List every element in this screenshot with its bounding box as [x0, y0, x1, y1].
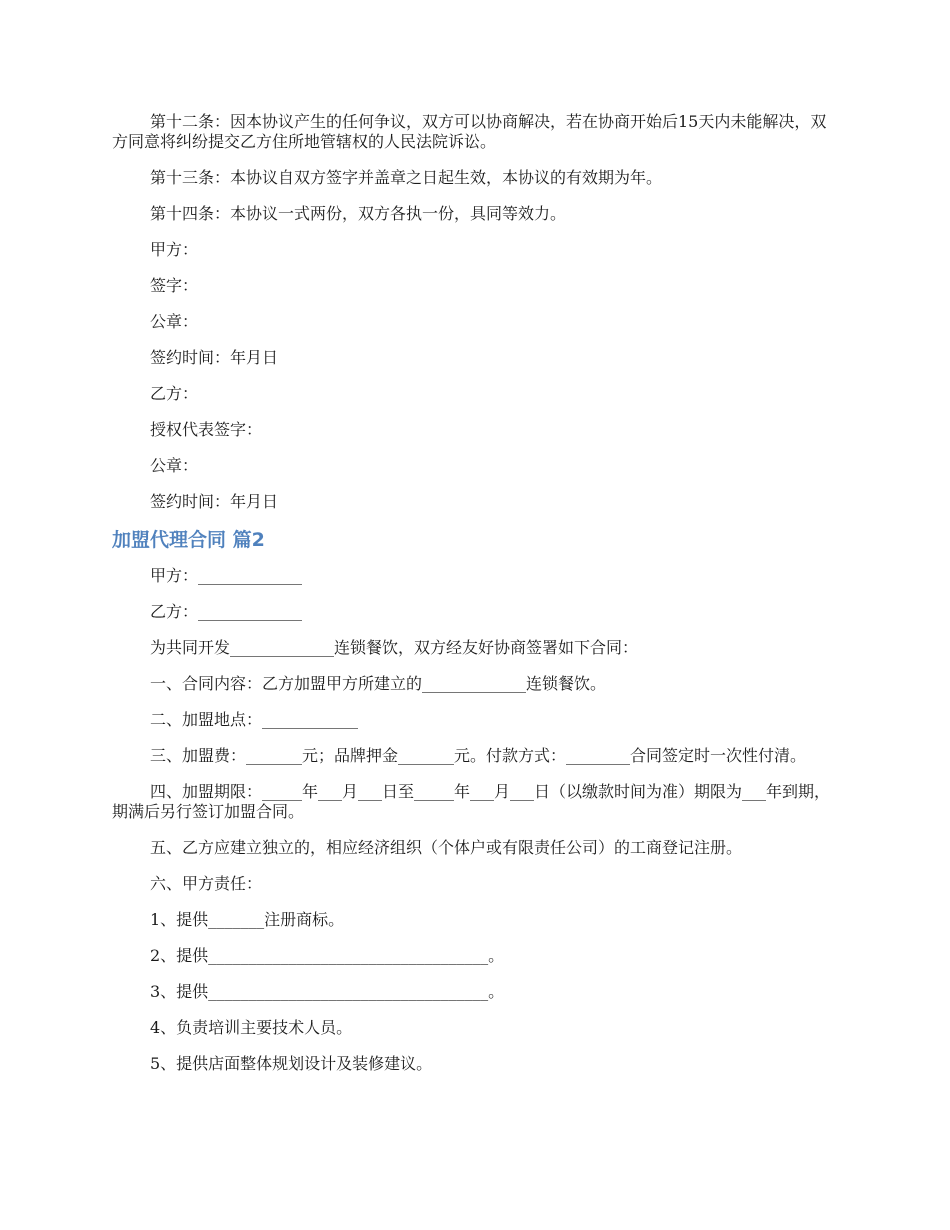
clause-12: 第十二条：因本协议产生的任何争议，双方可以协商解决，若在协商开始后15天内未能解决，双方同意将纠纷提交乙方住所地管辖权的人民法院诉讼。	[112, 112, 827, 151]
business-registration: 五、乙方应建立独立的，相应经济组织（个体户或有限责任公司）的工商登记注册。	[150, 838, 743, 857]
authorized-signature-label: 授权代表签字：	[150, 420, 263, 439]
signing-date: 签约时间：年月日	[150, 348, 279, 367]
franchise-term: 四、加盟期限：_____年___月___日至_____年___月___日（以缴款时间为准）期限为___年到期，期满后另行签订加盟合同。	[112, 782, 831, 821]
franchise-location: 二、加盟地点：____________	[150, 710, 359, 729]
clause-14: 第十四条：本协议一式两份，双方各执一份，具同等效力。	[150, 204, 567, 223]
duty-item-1: 1、提供_______注册商标。	[150, 910, 345, 929]
section-heading: 加盟代理合同 篇2	[112, 529, 265, 551]
party-a-label: 甲方：	[150, 240, 199, 259]
signature-label: 签字：	[150, 276, 199, 295]
clause-13: 第十三条：本协议自双方签字并盖章之日起生效，本协议的有效期为年。	[150, 168, 663, 187]
duty-item-2: 2、提供___________________________________。	[150, 946, 505, 965]
intro-paragraph: 为共同开发_____________连锁餐饮，双方经友好协商签署如下合同：	[150, 638, 639, 657]
signing-date-b: 签约时间：年月日	[150, 492, 279, 511]
party-a-line: 甲方：_____________	[150, 566, 303, 585]
duty-item-4: 4、负责培训主要技术人员。	[150, 1018, 353, 1037]
document-page	[112, 112, 830, 1090]
party-a-duties: 六、甲方责任：	[150, 874, 263, 893]
duty-item-3: 3、提供___________________________________。	[150, 982, 505, 1001]
seal-label-b: 公章：	[150, 456, 199, 475]
contract-content: 一、合同内容：乙方加盟甲方所建立的_____________连锁餐饮。	[150, 674, 607, 693]
seal-label: 公章：	[150, 312, 199, 331]
franchise-fee: 三、加盟费：_______元；品牌押金_______元。付款方式：________合同签定时一次性付清。	[150, 746, 807, 765]
duty-item-5: 5、提供店面整体规划设计及装修建议。	[150, 1054, 433, 1073]
party-b-line: 乙方：_____________	[150, 602, 303, 621]
party-b-label: 乙方：	[150, 384, 199, 403]
